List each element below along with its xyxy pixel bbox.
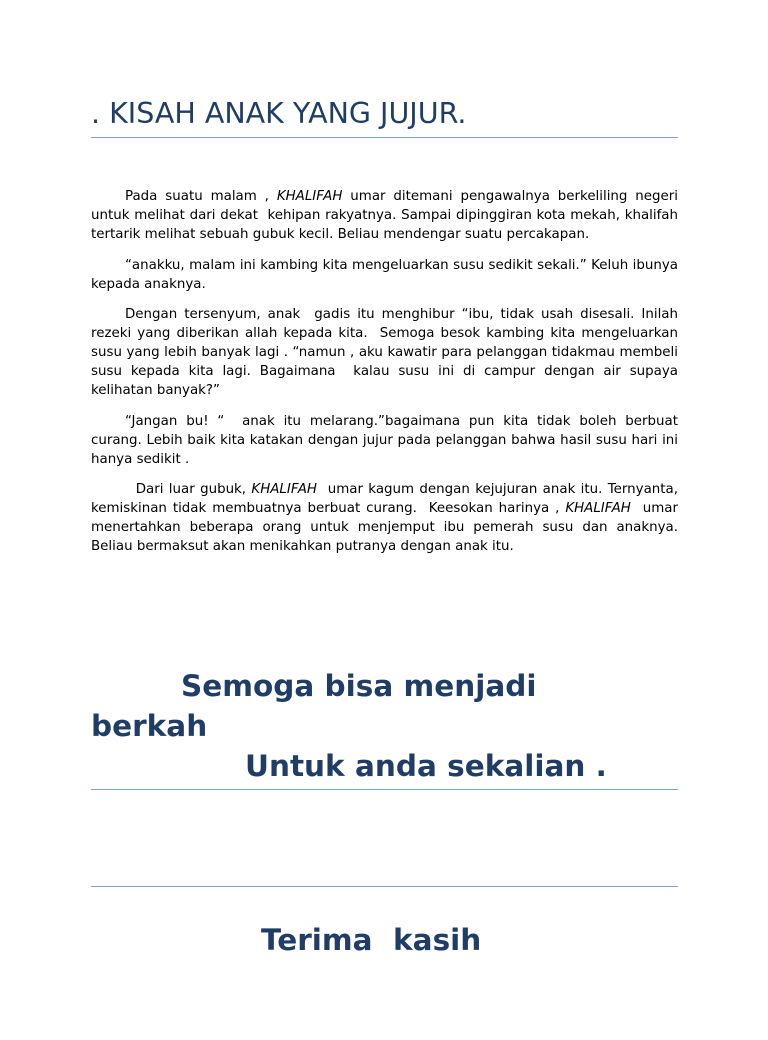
paragraph-text: Dari luar gubuk, xyxy=(125,482,252,497)
story-paragraph xyxy=(91,305,683,400)
paragraph-text: Dengan tersenyum, anak gadis itu menghibur “ibu, tidak usah disesali. Inilah rezeki yang diberikan allah kepada kita. Semoga besok kambing kita mengeluarkan susu yang lebih banyak lagi . “namun , aku kawatir para pelanggan tidakmau membeli susu kepada kita lagi. Bagaimana kalau susu ini di campur dengan air supaya kelihatan banyak?” xyxy=(91,307,683,398)
story-body xyxy=(91,187,687,568)
closing-line-2: berkah xyxy=(91,709,208,743)
paragraph-text: “anakku, malam ini kambing kita mengeluarkan susu sedikit sekali.” Keluh ibunya kepada anaknya. xyxy=(91,257,683,292)
closing-divider xyxy=(91,789,678,790)
closing-line-1: Semoga bisa menjadi xyxy=(181,669,537,703)
paragraph-text: umar kagum dengan kejujuran anak itu. Ternyanta, kemiskinan tidak membuatnya berbuat curang. Keesokan harinya , xyxy=(91,482,683,516)
thanks-message xyxy=(91,840,678,1040)
paragraph-text: umar menertahkan beberapa orang untuk menjemput ibu pemerah susu dan anaknya. Beliau bermaksut akan menikahkan putranya dengan anak itu. xyxy=(91,501,687,554)
paragraph-text: “Jangan bu! “ anak itu melarang.”bagaimana pun kita tidak boleh berbuat curang. Lebih baik kita katakan dengan jujur pada pelanggan bahwa hasil susu hari ini hanya sedikit . xyxy=(91,413,683,467)
thanks-text: Terima kasih xyxy=(261,923,482,957)
closing-line-3: Untuk anda sekalian . xyxy=(245,749,607,783)
thanks-divider xyxy=(91,886,678,887)
paragraph-text: umar ditemani pengawalnya berkeliling negeri untuk melihat dari dekat kehipan rakyatnya. Sampai dipinggiran kota mekah, khalifah tertarik melihat sebuah gubuk kecil. Beliau mendengar suatu percakapan. xyxy=(91,189,683,242)
story-paragraph xyxy=(91,187,683,244)
italic-name: KHALIFAH xyxy=(565,501,631,516)
story-paragraph xyxy=(91,480,687,556)
italic-name: KHALIFAH xyxy=(251,482,317,497)
italic-name: KHALIFAH xyxy=(276,189,343,204)
paragraph-text: Pada suatu malam , xyxy=(125,189,277,204)
closing-message xyxy=(91,666,678,786)
title-divider xyxy=(91,137,678,138)
story-title: . KISAH ANAK YANG JUJUR. xyxy=(91,97,467,130)
story-paragraph xyxy=(91,256,683,294)
story-paragraph xyxy=(91,412,683,469)
